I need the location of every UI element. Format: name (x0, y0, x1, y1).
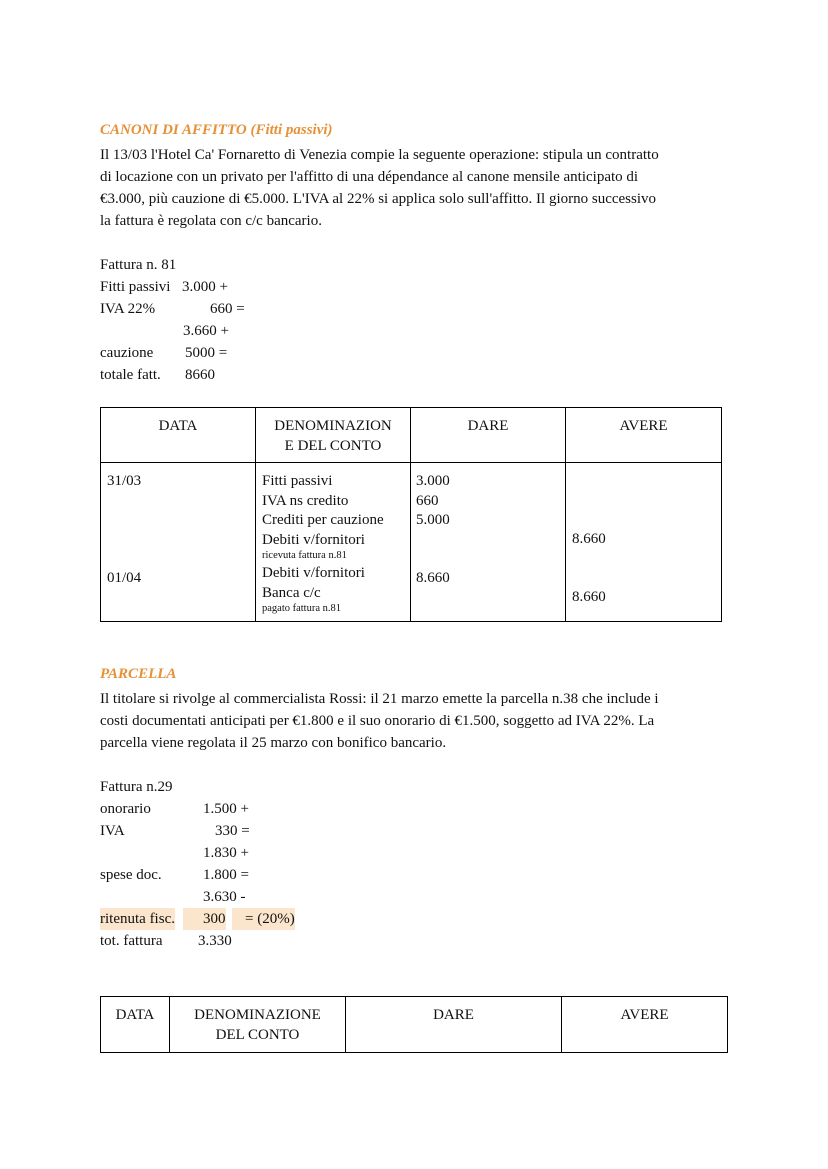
paragraph-line: Il 13/03 l'Hotel Ca' Fornaretto di Venezia compie la seguente operazione: stipula un contratto (100, 147, 659, 163)
entry-note: ricevuta fattura n.81 (262, 550, 347, 561)
entry-accounts (262, 472, 384, 562)
section-title-canoni: CANONI DI AFFITTO (Fitti passivi) (100, 122, 333, 138)
calc-label: spese doc. (100, 867, 162, 883)
dare-amount: 8.660 (416, 570, 450, 586)
header-dare: DARE (467, 418, 509, 434)
header-denominazione (256, 417, 410, 456)
calc-label: cauzione (100, 345, 154, 361)
account-name: Debiti v/fornitori (262, 531, 365, 548)
calc-extra-highlighted: = (20%) (232, 908, 295, 930)
account-name: Debiti v/fornitori (262, 565, 365, 581)
header-divider (101, 462, 721, 463)
invoice-calc-81 (100, 254, 300, 394)
invoice-calc-29 (100, 776, 360, 956)
entry-dare (416, 472, 450, 531)
calc-value: 330 = (215, 823, 250, 839)
account-name: Crediti per cauzione (262, 512, 384, 528)
avere-amount: 8.660 (572, 589, 606, 605)
calc-label: onorario (100, 801, 151, 817)
paragraph-line: parcella viene regolata il 25 marzo con bonifico bancario. (100, 735, 447, 751)
account-name: IVA ns credito (262, 492, 349, 509)
calc-value-highlighted: 300 (183, 908, 226, 930)
journal-table-canoni (100, 407, 722, 622)
calc-value: 3.630 - (203, 889, 246, 905)
header-dare: DARE (433, 1007, 474, 1023)
calc-value: 660 = (210, 301, 245, 317)
journal-table-parcella (100, 996, 728, 1053)
calc-value: 3.660 + (183, 323, 229, 339)
calc-value: 3.000 + (182, 279, 228, 295)
calc-value: 1.800 = (203, 867, 249, 883)
paragraph-line: costi documentati anticipati per €1.800 e il suo onorario di €1.500, soggetto ad IVA 22%. La (100, 713, 655, 729)
entry-note: pagato fattura n.81 (262, 603, 342, 614)
calc-label-highlighted: ritenuta fisc. (100, 908, 175, 930)
entry-date: 31/03 (107, 473, 142, 489)
header-line: DENOMINAZION (274, 418, 392, 434)
section-title-parcella: PARCELLA (100, 666, 177, 682)
intro-paragraph-parcella (100, 688, 659, 754)
header-denominazione (170, 1006, 345, 1045)
calc-label: totale fatt. (100, 367, 161, 383)
header-data: DATA (115, 1007, 155, 1023)
header-line: E DEL CONTO (284, 437, 382, 454)
calc-value: 1.500 + (203, 801, 249, 817)
dare-amount: 3.000 (416, 473, 450, 489)
entry-date: 01/04 (107, 570, 142, 586)
paragraph-line: di locazione con un privato per l'affitto di una dépendance al canone mensile anticipato di (100, 169, 639, 185)
intro-paragraph-canoni (100, 144, 659, 232)
invoice-number: Fattura n. 81 (100, 257, 177, 273)
account-name: Fitti passivi (262, 473, 333, 489)
calc-value: 5000 = (185, 345, 228, 361)
calc-label: tot. fattura (100, 933, 163, 949)
header-line: DENOMINAZIONE (194, 1007, 321, 1023)
column-divider (410, 408, 411, 621)
column-divider (565, 408, 566, 621)
avere-amount: 8.660 (572, 531, 606, 547)
calc-value: 8660 (185, 367, 215, 383)
calc-value: 3.330 (198, 933, 232, 949)
dare-amount: 660 (416, 492, 439, 509)
paragraph-line: €3.000, più cauzione di €5.000. L'IVA al 22% si applica solo sull'affitto. Il giorno successivo (100, 191, 657, 207)
account-name: Banca c/c (262, 584, 321, 601)
calc-label: Fitti passivi (100, 279, 171, 295)
invoice-number: Fattura n.29 (100, 779, 173, 795)
header-avere: AVERE (619, 418, 668, 434)
header-data: DATA (158, 418, 198, 434)
dare-amount: 5.000 (416, 512, 450, 528)
calc-value: 1.830 + (203, 845, 249, 861)
calc-label: IVA (100, 823, 125, 839)
calc-label: IVA 22% (100, 301, 156, 317)
header-avere: AVERE (620, 1007, 669, 1023)
paragraph-line: Il titolare si rivolge al commercialista Rossi: il 21 marzo emette la parcella n.38 che include i (100, 691, 659, 707)
paragraph-line: la fattura è regolata con c/c bancario. (100, 213, 322, 229)
entry-accounts (262, 564, 365, 615)
header-line: DEL CONTO (215, 1026, 300, 1043)
